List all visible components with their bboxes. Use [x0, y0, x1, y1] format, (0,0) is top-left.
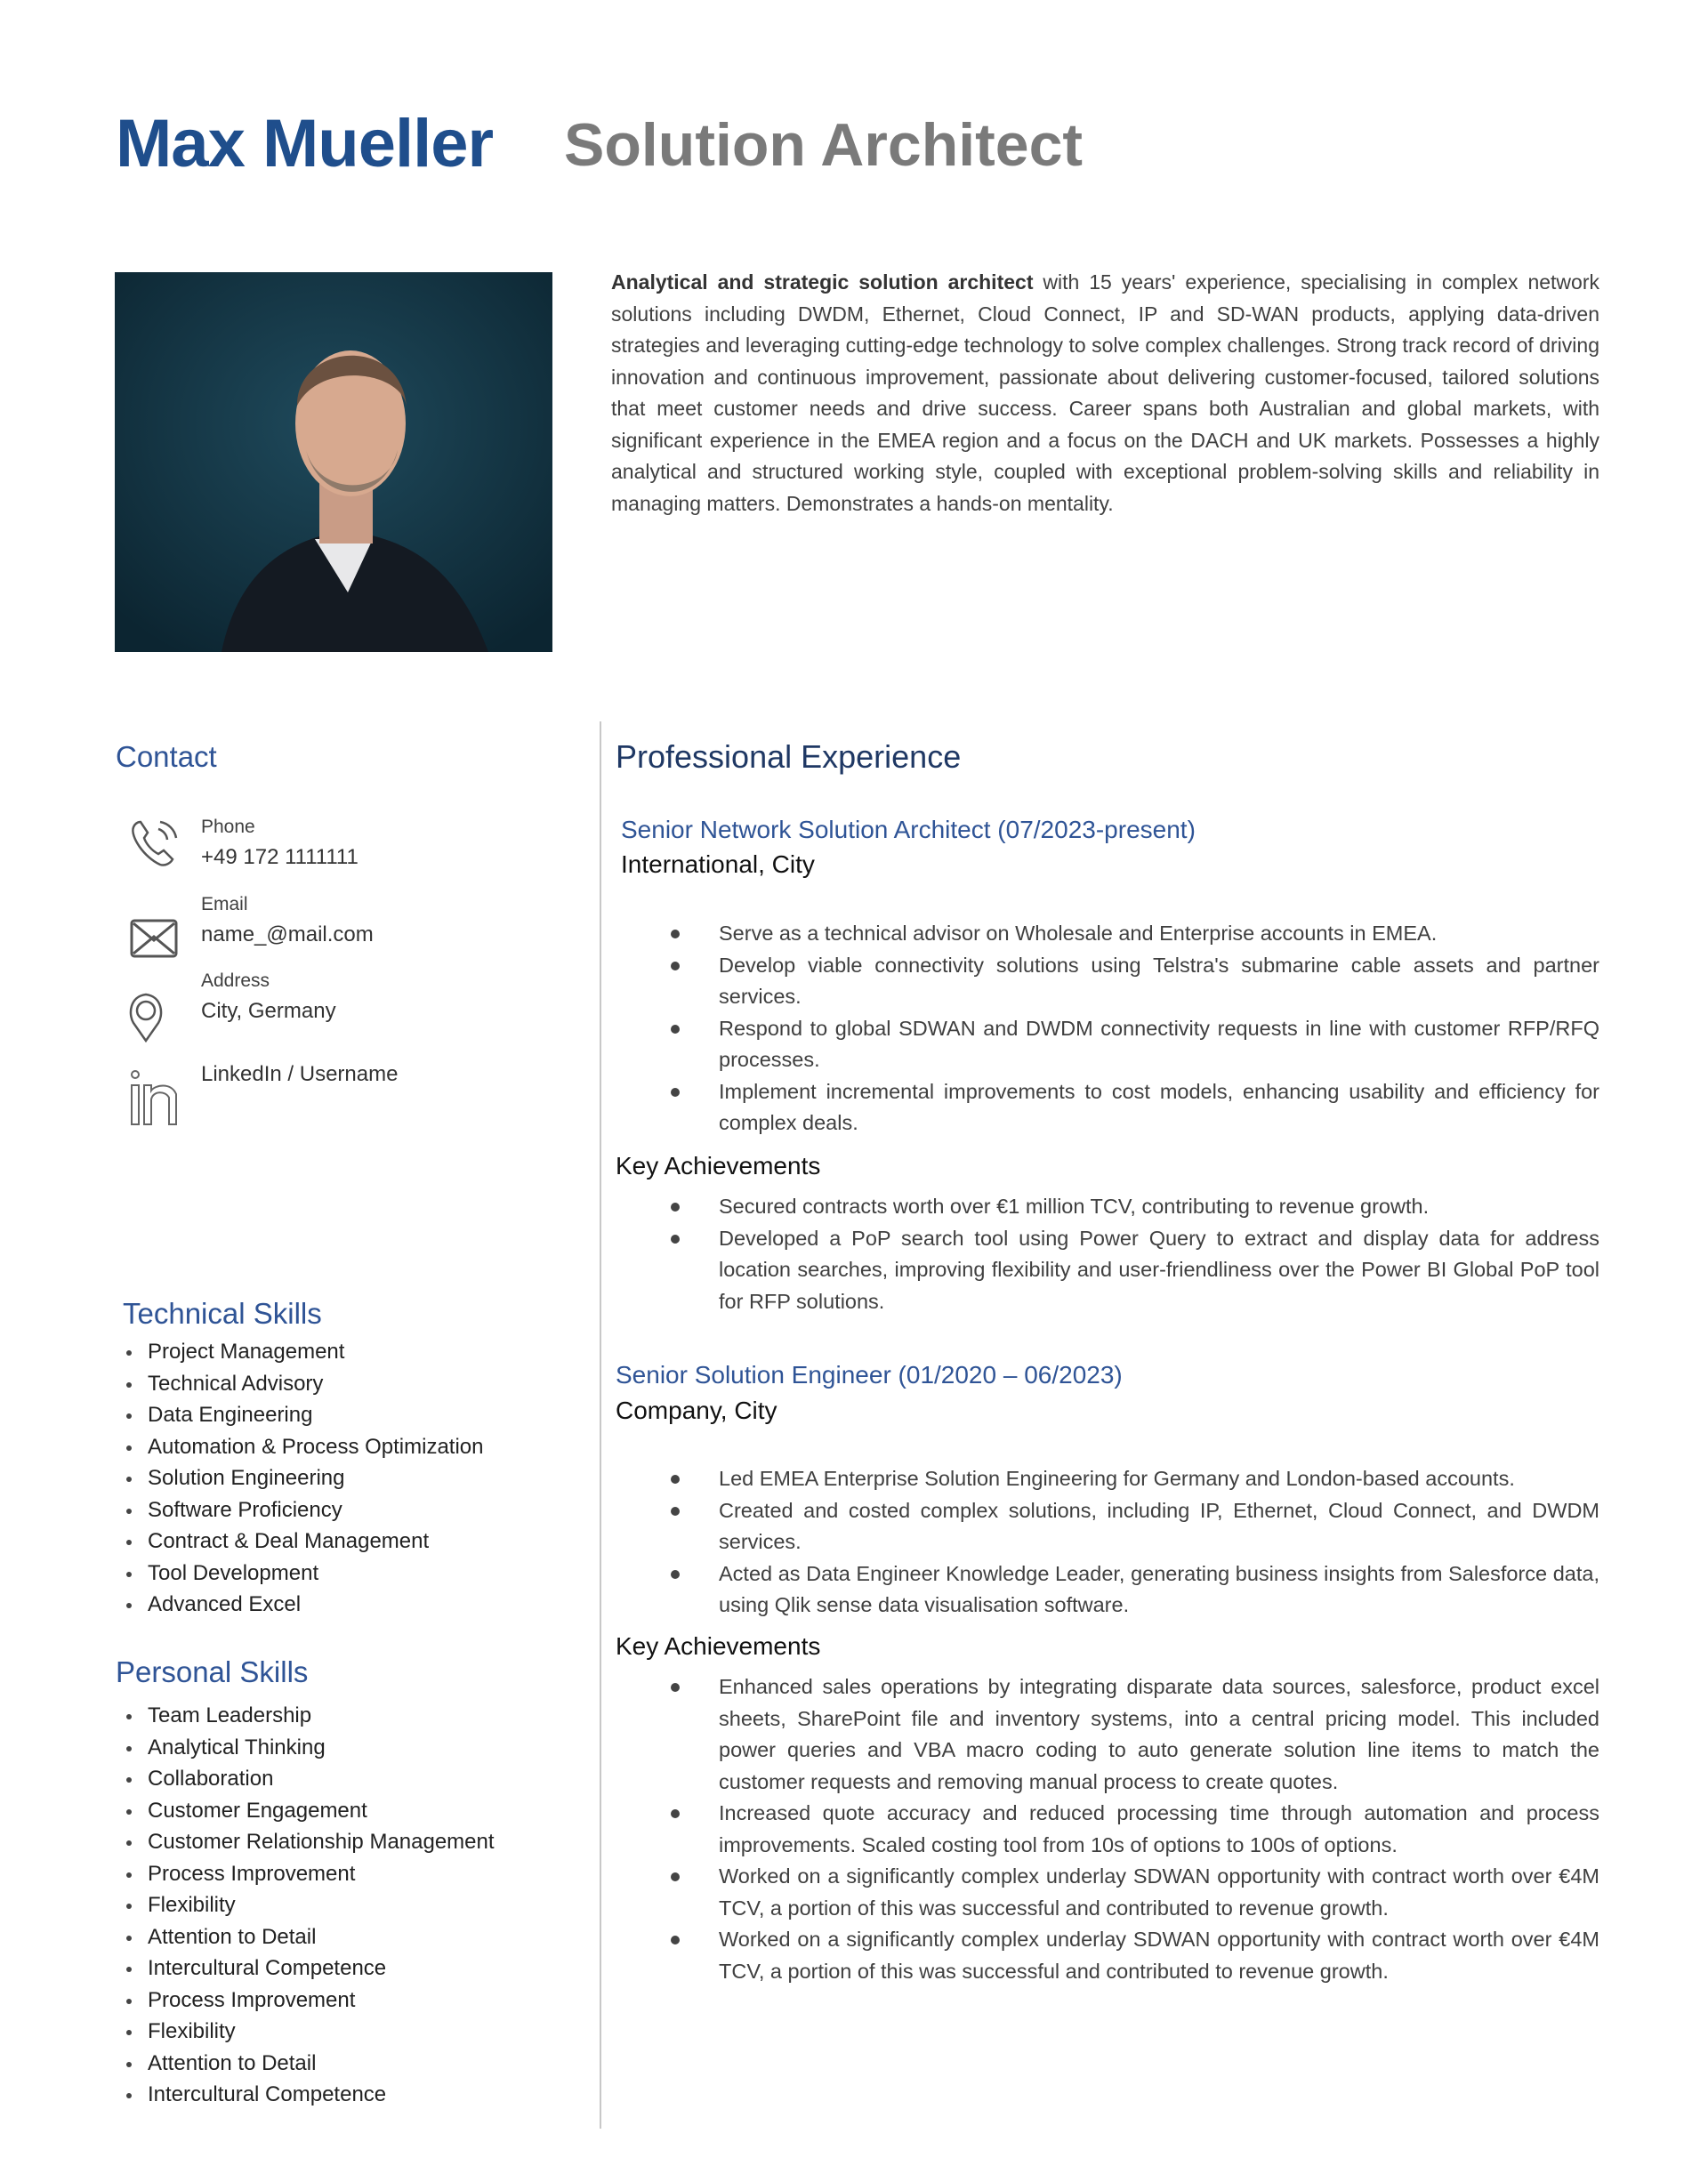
skill-item: Team Leadership: [123, 1700, 495, 1732]
achievement-item: Secured contracts worth over €1 million TCV, contributing to revenue growth.: [667, 1191, 1599, 1223]
job-1-responsibilities: [667, 918, 1599, 1139]
bullet-item: Develop viable connectivity solutions using Telstra's submarine cable assets and partner services.: [667, 950, 1599, 1013]
skill-item: Contract & Deal Management: [123, 1526, 484, 1558]
skill-item: Software Proficiency: [123, 1494, 484, 1526]
experience-heading: Professional Experience: [616, 738, 962, 775]
technical-skills-heading: Technical Skills: [123, 1297, 322, 1330]
profile-photo: [115, 272, 552, 652]
skill-item: Analytical Thinking: [123, 1732, 495, 1764]
personal-skills-heading: Personal Skills: [116, 1655, 309, 1688]
bullet-item: Created and costed complex solutions, including IP, Ethernet, Cloud Connect, and DWDM services.: [667, 1495, 1599, 1558]
achievement-item: Enhanced sales operations by integrating disparate data sources, salesforce, product excel sheets, SharePoint file and inventory systems, into a central pricing model. This included power queries and VBA macro coding to auto generate solution line items to match the customer requests and removing manual process to create quotes.: [667, 1671, 1599, 1798]
skill-item: Flexibility: [123, 2016, 495, 2048]
job-2-company: Company, City: [616, 1397, 777, 1424]
phone-value[interactable]: +49 172 1111111: [201, 845, 359, 869]
skill-item: Intercultural Competence: [123, 2079, 495, 2111]
skill-item: Customer Relationship Management: [123, 1826, 495, 1858]
skill-item: Process Improvement: [123, 1985, 495, 2017]
skill-item: Customer Engagement: [123, 1795, 495, 1827]
bullet-item: Led EMEA Enterprise Solution Engineering for Germany and London-based accounts.: [667, 1463, 1599, 1495]
location-pin-icon: [126, 989, 181, 1044]
skill-item: Data Engineering: [123, 1399, 484, 1431]
bullet-item: Implement incremental improvements to cost models, enhancing usability and efficiency for complex deals.: [667, 1076, 1599, 1139]
bullet-item: Acted as Data Engineer Knowledge Leader, generating business insights from Salesforce data, using Qlik sense data visualisation software.: [667, 1558, 1599, 1622]
email-value[interactable]: name_@mail.com: [201, 922, 374, 946]
personal-skills-list: [123, 1700, 495, 2111]
linkedin-value[interactable]: LinkedIn / Username: [201, 1062, 399, 1086]
job-2-achievements-heading: Key Achievements: [616, 1632, 821, 1660]
bullet-item: Serve as a technical advisor on Wholesale and Enterprise accounts in EMEA.: [667, 918, 1599, 950]
skill-item: Technical Advisory: [123, 1368, 484, 1400]
job-2-achievements: [667, 1671, 1599, 1987]
skill-item: Advanced Excel: [123, 1589, 484, 1621]
job-1-achievements-heading: Key Achievements: [616, 1152, 821, 1180]
column-divider: [600, 721, 601, 2129]
linkedin-icon: [126, 1067, 181, 1130]
email-icon: [126, 912, 181, 967]
summary-lead: Analytical and strategic solution architect: [611, 270, 1034, 294]
candidate-name: Max Mueller: [116, 106, 494, 181]
phone-icon: [126, 817, 181, 872]
profile-summary: [611, 267, 1599, 519]
skill-item: Project Management: [123, 1336, 484, 1368]
summary-text: with 15 years' experience, specialising in complex network solutions including DWDM, Ethernet, Cloud Connect, IP and SD-WAN products, applying data-driven strategies and leveraging cutting-edge technology to solve complex challenges. Strong track record of driving innovation and continuous improvement, passionate about delivering customer-focused, tailored solutions that meet customer needs and drive success. Career spans both Australian and global markets, with significant experience in the EMEA region and a focus on the DACH and UK markets. Possesses a highly analytical and structured working style, coupled with exceptional problem-solving skills and reliability in managing matters. Demonstrates a hands-on mentality.: [611, 270, 1599, 515]
skill-item: Tool Development: [123, 1558, 484, 1590]
skill-item: Process Improvement: [123, 1858, 495, 1890]
skill-item: Flexibility: [123, 1889, 495, 1921]
achievement-item: Developed a PoP search tool using Power Query to extract and display data for address location searches, improving flexibility and user-friendliness over the Power BI Global PoP tool for RFP solutions.: [667, 1223, 1599, 1318]
job-2-responsibilities: [667, 1463, 1599, 1622]
skill-item: Attention to Detail: [123, 1921, 495, 1953]
technical-skills-list: [123, 1336, 484, 1621]
address-value: City, Germany: [201, 999, 336, 1023]
skill-item: Attention to Detail: [123, 2048, 495, 2080]
address-label: Address: [201, 970, 270, 991]
email-label: Email: [201, 894, 248, 914]
contact-heading: Contact: [116, 740, 217, 773]
job-1-achievements: [667, 1191, 1599, 1317]
job-1-company: International, City: [621, 850, 815, 878]
skill-item: Solution Engineering: [123, 1462, 484, 1494]
job-title-heading: Solution Architect: [564, 111, 1084, 179]
skill-item: Collaboration: [123, 1763, 495, 1795]
bullet-item: Respond to global SDWAN and DWDM connectivity requests in line with customer RFP/RFQ processes.: [667, 1013, 1599, 1076]
achievement-item: Increased quote accuracy and reduced processing time through automation and process improvements. Scaled costing tool from 10s of options to 100s of options.: [667, 1798, 1599, 1861]
achievement-item: Worked on a significantly complex underlay SDWAN opportunity with contract worth over €4M TCV, a portion of this was successful and contributed to revenue growth.: [667, 1861, 1599, 1924]
job-1-title: Senior Network Solution Architect (07/2023-present): [621, 816, 1196, 843]
phone-label: Phone: [201, 817, 255, 837]
skill-item: Automation & Process Optimization: [123, 1431, 484, 1463]
job-2-title: Senior Solution Engineer (01/2020 – 06/2023): [616, 1361, 1123, 1389]
skill-item: Intercultural Competence: [123, 1953, 495, 1985]
achievement-item: Worked on a significantly complex underlay SDWAN opportunity with contract worth over €4M TCV, a portion of this was successful and contributed to revenue growth.: [667, 1924, 1599, 1987]
